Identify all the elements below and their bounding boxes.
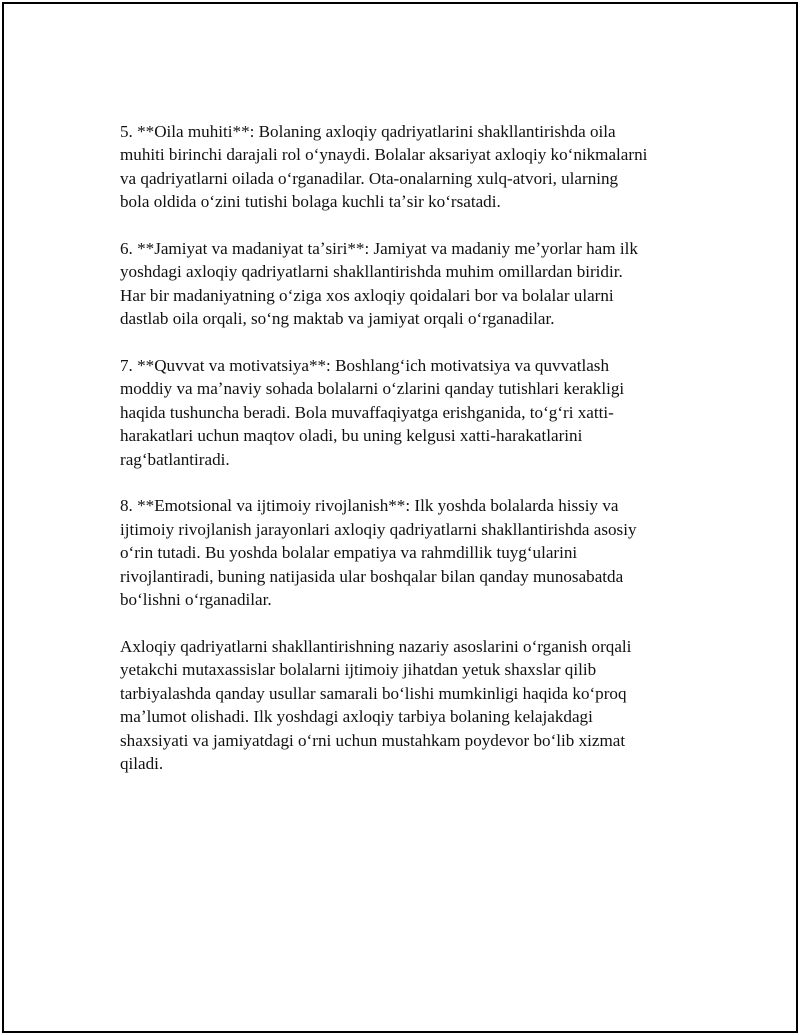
paragraph-oila-muhiti: 5. **Oila muhiti**: Bolaning axloqiy qadriyatlarini shakllantirishda oila muhiti birinchi darajali rol oʻynaydi. Bolalar aksariyat axloqiy koʻnikmalarni va qadriyatlarni oilada oʻrganadilar. Ota-onalarning xulq-atvori, ularning bola oldida oʻzini tutishi bolaga kuchli taʼsir koʻrsatadi. [120, 122, 648, 212]
document-body [120, 120, 700, 799]
paragraph-jamiyat-madaniyat: 6. **Jamiyat va madaniyat taʼsiri**: Jamiyat va madaniy meʼyorlar ham ilk yoshdagi axloqiy qadriyatlarni shakllantirishda muhim omillardan biridir. Har bir madaniyatning oʻziga xos axloqiy qoidalari bor va bolalar ularni dastlab oila orqali, soʻng maktab va jamiyat orqali oʻrganadilar. [120, 239, 638, 329]
paragraph-emotsional-ijtimoiy: 8. **Emotsional va ijtimoiy rivojlanish**: Ilk yoshda bolalarda hissiy va ijtimoiy rivojlanish jarayonlari axloqiy qadriyatlarni shakllantirishda asosiy oʻrin tutadi. Bu yoshda bolalar empatiya va rahmdillik tuygʻularini rivojlantiradi, buning natijasida ular boshqalar bilan qanday munosabatda boʻlishni oʻrganadilar. [120, 496, 637, 610]
paragraph-quvvat-motivatsiya: 7. **Quvvat va motivatsiya**: Boshlangʻich motivatsiya va quvvatlash moddiy va maʼnaviy sohada bolalarni oʻzlarini qanday tutishlari kerakligi haqida tushuncha beradi. Bola muvaffaqiyatga erishganida, toʻgʻri xatti- harakatlari uchun maqtov oladi, bu uning kelgusi xatti-harakatlarini ragʻbatlantiradi. [120, 356, 625, 469]
paragraph-conclusion: Axloqiy qadriyatlarni shakllantirishning nazariy asoslarini oʻrganish orqali yetakchi mutaxassislar bolalarni ijtimoiy jihatdan yetuk shaxslar qilib tarbiyalashda qanday usullar samarali boʻlishi mumkinligi haqida koʻproq maʼlumot olishadi. Ilk yoshdagi axloqiy tarbiya bolaning kelajakdagi shaxsiyati va jamiyatdagi oʻrni uchun mustahkam poydevor boʻlib xizmat qiladi. [120, 636, 632, 773]
document-page [2, 2, 798, 1033]
